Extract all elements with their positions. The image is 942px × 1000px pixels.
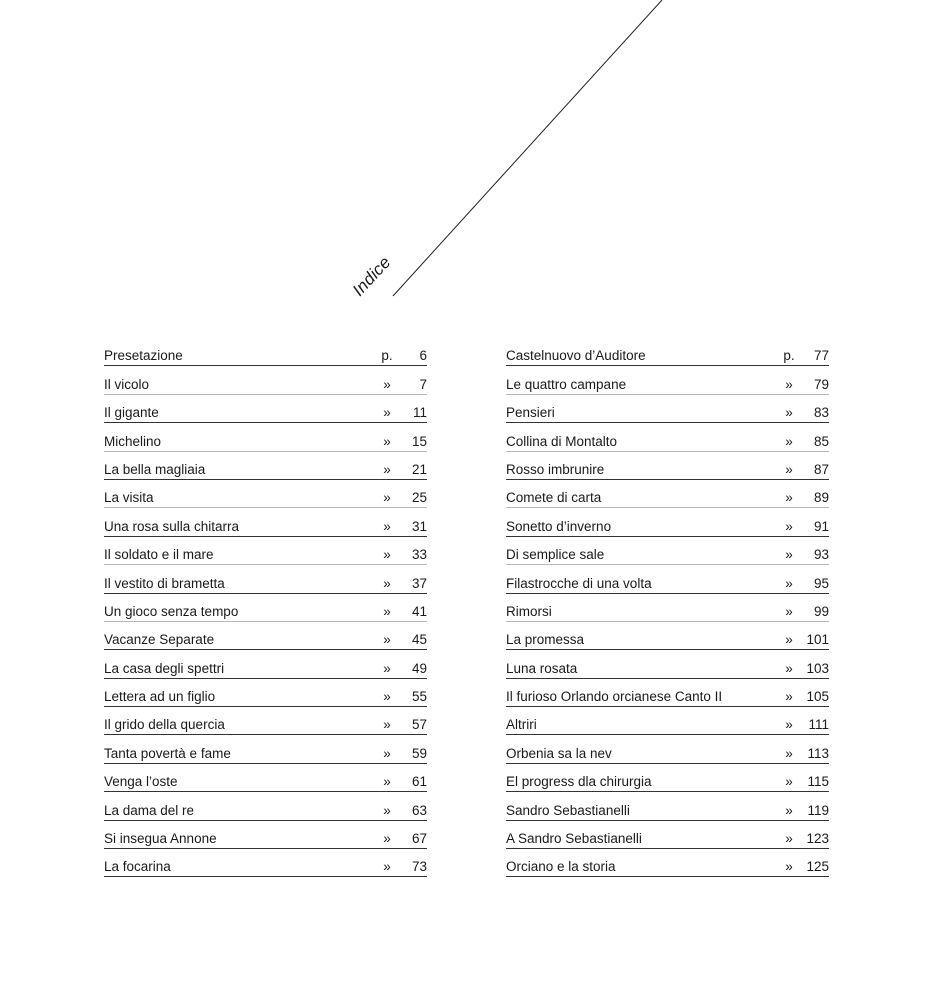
toc-entry-marker: » xyxy=(785,831,793,847)
toc-entry-title: Filastrocche di una volta xyxy=(506,575,652,591)
toc-entry-page: 31 xyxy=(411,518,427,534)
toc-entry-page: 21 xyxy=(411,461,427,477)
toc-entry xyxy=(104,764,427,792)
toc-entry-title: Comete di carta xyxy=(506,490,602,506)
toc-entry-marker: » xyxy=(785,547,793,563)
toc-entry xyxy=(506,565,829,593)
toc-entry xyxy=(506,338,829,366)
toc-entry-title: Orciano e la storia xyxy=(506,859,616,875)
diagonal-rule xyxy=(393,0,662,296)
toc-entry-title: La casa degli spettri xyxy=(104,660,225,676)
toc-entry-title: La focarina xyxy=(104,859,171,875)
toc-entry-marker: » xyxy=(785,603,793,619)
toc-entry-marker: » xyxy=(785,660,793,676)
toc-entry-title: Il grido della quercia xyxy=(104,717,225,733)
toc-entry-marker: » xyxy=(383,859,391,875)
toc-entry-marker: p. xyxy=(783,348,795,364)
toc-entry-title: Presetazione xyxy=(104,348,183,364)
toc-entry xyxy=(104,366,427,394)
toc-entry xyxy=(104,423,427,451)
toc-entry-marker: » xyxy=(785,689,793,705)
toc-entry-marker: » xyxy=(785,859,793,875)
toc-entry-page: 119 xyxy=(807,802,829,818)
toc-entry-page: 33 xyxy=(411,547,427,563)
toc-entry-marker: » xyxy=(383,802,391,818)
toc-entry xyxy=(104,792,427,820)
toc-entry-marker: » xyxy=(785,433,793,449)
toc-entry-marker: » xyxy=(785,376,793,392)
toc-entry xyxy=(104,849,427,877)
toc-entry-title: Luna rosata xyxy=(506,660,578,676)
toc-entry-title: Di semplice sale xyxy=(506,547,605,563)
toc-entry-page: 111 xyxy=(808,717,829,733)
toc-entry xyxy=(104,452,427,480)
toc-entry-page: 55 xyxy=(411,689,427,705)
toc-entry xyxy=(506,849,829,877)
toc-entry xyxy=(506,735,829,763)
toc-entry-marker: » xyxy=(785,575,793,591)
toc-entry xyxy=(506,707,829,735)
toc-entry-marker: p. xyxy=(381,348,393,364)
toc-entry-title: Il furioso Orlando orcianese Canto II xyxy=(506,689,723,705)
toc-entry-page: 123 xyxy=(806,831,829,847)
toc-entry-marker: » xyxy=(785,745,793,761)
toc-entry-page: 115 xyxy=(807,774,829,790)
index-heading: Indice xyxy=(348,252,395,300)
toc-entry-page: 101 xyxy=(806,632,829,648)
toc-entry xyxy=(506,650,829,678)
toc-entry-page: 7 xyxy=(419,376,427,392)
toc-entry xyxy=(104,679,427,707)
toc-entry-marker: » xyxy=(383,461,391,477)
toc-entry-page: 85 xyxy=(813,433,829,449)
toc-entry-marker: » xyxy=(785,461,793,477)
toc-entry-page: 87 xyxy=(813,461,829,477)
toc-entry-page: 45 xyxy=(411,632,427,648)
toc-entry xyxy=(104,395,427,423)
toc-entry-marker: » xyxy=(383,660,391,676)
toc-entry-marker: » xyxy=(785,717,793,733)
toc-entry-page: 57 xyxy=(411,717,427,733)
toc-entry xyxy=(104,537,427,565)
toc-entry-page: 73 xyxy=(411,859,427,875)
toc-entry-title: Venga l’oste xyxy=(104,774,178,790)
toc-column-left xyxy=(104,338,427,877)
toc-entry-title: Rosso imbrunire xyxy=(506,461,605,477)
toc-entry xyxy=(104,821,427,849)
toc-entry-title: Collina di Montalto xyxy=(506,433,618,449)
toc-entry-page: 113 xyxy=(807,745,829,761)
toc-entry-page: 37 xyxy=(411,575,427,591)
toc-entry-page: 41 xyxy=(411,603,427,619)
toc-entry-marker: » xyxy=(383,547,391,563)
toc-entry-title: Lettera ad un figlio xyxy=(104,689,216,705)
toc-entry-marker: » xyxy=(383,603,391,619)
toc-entry-page: 91 xyxy=(813,518,829,534)
toc-entry xyxy=(104,565,427,593)
toc-entry-page: 61 xyxy=(411,774,427,790)
toc-entry-marker: » xyxy=(383,774,391,790)
toc-entry-page: 125 xyxy=(806,859,829,875)
toc-entry-page: 79 xyxy=(813,376,829,392)
toc-entry-title: Orbenia sa la nev xyxy=(506,745,612,761)
toc-entry-title: Un gioco senza tempo xyxy=(104,603,239,619)
toc-entry-title: Il soldato e il mare xyxy=(104,547,214,563)
toc-entry-page: 59 xyxy=(411,745,427,761)
toc-entry-page: 25 xyxy=(411,490,427,506)
toc-entry-title: La visita xyxy=(104,490,154,506)
toc-entry xyxy=(506,452,829,480)
toc-entry-title: Il vicolo xyxy=(104,376,150,392)
toc-entry-marker: » xyxy=(383,433,391,449)
toc-entry xyxy=(104,707,427,735)
toc-entry xyxy=(104,508,427,536)
toc-entry-page: 15 xyxy=(411,433,427,449)
toc-entry xyxy=(104,735,427,763)
toc-entry xyxy=(104,650,427,678)
toc-entry-title: Tanta povertà e fame xyxy=(104,745,231,761)
toc-entry-page: 83 xyxy=(813,405,829,421)
toc-entry-marker: » xyxy=(383,745,391,761)
toc-entry-marker: » xyxy=(785,518,793,534)
toc-entry-title: Castelnuovo d’Auditore xyxy=(506,348,646,364)
toc-entry-marker: » xyxy=(383,490,391,506)
toc-entry xyxy=(506,423,829,451)
toc-entry-title: Vacanze Separate xyxy=(104,632,215,648)
toc-entry-page: 105 xyxy=(806,689,829,705)
toc-entry-marker: » xyxy=(785,405,793,421)
toc-entry-marker: » xyxy=(383,831,391,847)
toc-entry-page: 6 xyxy=(419,348,427,364)
toc-entry-marker: » xyxy=(785,774,793,790)
toc-entry xyxy=(104,622,427,650)
toc-entry-page: 103 xyxy=(806,660,829,676)
toc-entry xyxy=(104,338,427,366)
toc-entry-marker: » xyxy=(785,632,793,648)
toc-entry-marker: » xyxy=(383,689,391,705)
toc-entry xyxy=(104,480,427,508)
toc-entry xyxy=(506,594,829,622)
toc-entry-title: El progress dla chirurgia xyxy=(506,774,652,790)
toc-entry-marker: » xyxy=(383,632,391,648)
toc-entry-marker: » xyxy=(785,490,793,506)
toc-entry-page: 93 xyxy=(813,547,829,563)
toc-entry-title: Sonetto d’inverno xyxy=(506,518,612,534)
toc-entry xyxy=(506,679,829,707)
toc-entry-title: Il vestito di brametta xyxy=(104,575,225,591)
toc-entry-page: 77 xyxy=(813,348,829,364)
toc-entry-marker: » xyxy=(383,405,391,421)
toc-entry-title: Rimorsi xyxy=(506,603,552,619)
toc-entry-title: Sandro Sebastianelli xyxy=(506,802,630,818)
toc-entry-page: 11 xyxy=(412,405,427,421)
toc-entry-title: A Sandro Sebastianelli xyxy=(506,831,642,847)
toc-entry-title: Una rosa sulla chitarra xyxy=(104,518,240,534)
toc-entry-title: Pensieri xyxy=(506,405,555,421)
toc-column-right xyxy=(506,338,829,877)
toc-entry-marker: » xyxy=(383,518,391,534)
toc-entry-title: Le quattro campane xyxy=(506,376,627,392)
toc-entry-title: Si insegua Annone xyxy=(104,831,217,847)
toc-entry xyxy=(506,764,829,792)
toc-entry xyxy=(506,537,829,565)
toc-entry-title: Il gigante xyxy=(104,405,159,421)
toc-entry-page: 99 xyxy=(813,603,829,619)
toc-entry-marker: » xyxy=(785,802,793,818)
toc-entry-title: La promessa xyxy=(506,632,585,648)
toc-entry xyxy=(506,622,829,650)
toc-entry xyxy=(506,821,829,849)
toc-entry xyxy=(506,508,829,536)
toc-entry-marker: » xyxy=(383,575,391,591)
toc-entry xyxy=(506,480,829,508)
toc-entry-marker: » xyxy=(383,376,391,392)
toc-entry xyxy=(506,395,829,423)
toc-entry-marker: » xyxy=(383,717,391,733)
toc-entry-title: La dama del re xyxy=(104,802,195,818)
toc-entry-page: 95 xyxy=(813,575,829,591)
toc-entry xyxy=(506,792,829,820)
toc-entry-page: 67 xyxy=(411,831,427,847)
toc-entry-title: Altriri xyxy=(506,717,537,733)
toc-entry xyxy=(104,594,427,622)
toc-entry-page: 49 xyxy=(411,660,427,676)
toc-entry-title: La bella magliaia xyxy=(104,461,206,477)
toc-entry-title: Michelino xyxy=(104,433,162,449)
toc-entry-page: 63 xyxy=(411,802,427,818)
toc-entry-page: 89 xyxy=(813,490,829,506)
toc-entry xyxy=(506,366,829,394)
